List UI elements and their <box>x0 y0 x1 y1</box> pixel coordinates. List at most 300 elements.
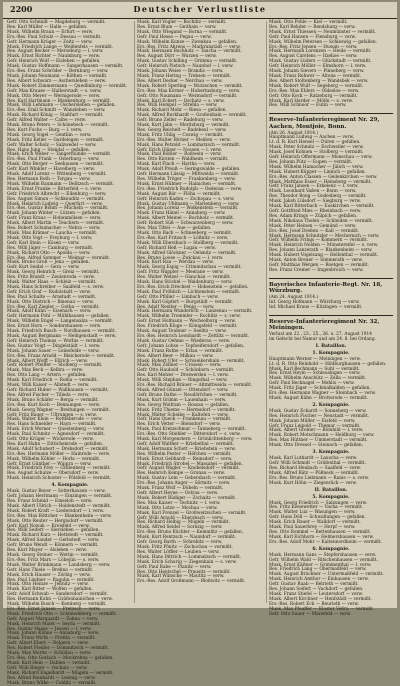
list-entry: Musk. Otto Vogt — Freyburg — l. verw. <box>7 235 93 241</box>
list-entry: Musk. Leonhard Vaßen — Bonn — verw. <box>269 189 357 195</box>
list-entry: Gefr. Albert Ebert — Belgern — verw. <box>7 641 89 647</box>
list-entry: Hauptmann Ludwig — Aachen — verw. <box>269 135 355 141</box>
list-entry: Musk. Max Beck — Kelbra — verw. <box>7 368 84 374</box>
list-entry: Res. Max Kaiser — Technitz — l. verw. <box>137 500 221 506</box>
list-entry: Res. Willi Seifert — Siersleben — gefallen. <box>7 528 100 534</box>
list-entry: Res. August Simon — Schkeuditz — vermißt. <box>7 196 105 202</box>
list-entry: Res. Franz Schmid — Emseloh — verw. <box>7 499 93 504</box>
list-entry: Ers.-Res. Alfred Sommer — Weimar — vermißt. <box>7 255 111 261</box>
list-entry: Musk. Peter Heinen — Gemünd — verw. <box>269 223 357 229</box>
list-entry: Musk. Erich Bauer — Walldorf — vermißt. <box>269 520 361 526</box>
list-entry: Musk. Bruno Peters — Schönebeck — vermißt. <box>7 123 109 129</box>
section-divider <box>269 315 393 316</box>
list-entry: Res. Wilhelm Tröger — Frankenberg — verw. <box>137 177 236 182</box>
list-entry: Ers.-Res. Fritz Marx — Löbejün — s. verw. <box>7 557 100 563</box>
list-entry: Musk. Hubert Küpper — Linnich — gefallen. <box>269 169 366 175</box>
list-entry: Musk. Albert Martin — Teuchern — vermißt. <box>7 221 105 227</box>
list-entry: Musk. Johann Neumann — Köthen — vermißt. <box>7 73 108 79</box>
list-entry: Musk. Robert Kraft — Liedersdorf — l. verw. <box>7 508 105 514</box>
list-entry: Gefr. Gustav Raab — Belrieth — vermißt. <box>269 582 359 588</box>
list-entry: Musk. Hermann Schnitzler — Mechernich — verw. <box>269 233 380 239</box>
list-entry: Res. Walter Löffler — Leuben — verw. <box>137 549 220 555</box>
list-entry: Res. Hans Schneider — Hayn — vermißt. <box>7 422 97 428</box>
list-entry: Res. Richard Heubach — Saalfeld — verw. <box>269 465 362 471</box>
list-entry: Musk. Gustav Lüders — Glückstadt — vermißt. <box>269 59 372 65</box>
list-entry: Musk. Georg Espig — Crimmitschau — vermißt. <box>137 265 242 271</box>
list-entry: Gefr. Wilhelm Wald — Ritschenhausen — vermißt. <box>269 557 378 563</box>
list-entry: Gefr. Otto Kock — Ratzeburg — vermißt. <box>269 93 358 99</box>
subsection-heading: 5. Kompagnie. <box>312 494 350 500</box>
list-entry: Lt. d. R. Otto Reinhold — Hildburghausen — gefallen. <box>269 361 387 367</box>
list-entry: Gefr. Heinrich Offermann — Monschau — verw. <box>269 155 373 161</box>
list-entry: Musk. Max Pfeuffer — Kloster Veßra — vermißt. <box>269 606 375 612</box>
list-entry: Ers.-Res. Adolf Mohr — Kaltennordheim — vermißt. <box>269 539 383 545</box>
list-entry: Musk. Richard Otto — Apolda — verw. <box>7 250 91 256</box>
list-entry: Res. Ernst Heym — Schleusingen — verw. <box>269 371 361 377</box>
list-entry: Musk. Johann Sievers — Pinneberg — verw. <box>269 69 365 75</box>
list-entry: Musk. Heinrich Ludwig — Querfurt — verw. <box>7 201 103 207</box>
list-entry: Musk. Johann Sauer — Leinefelde — verw. <box>7 348 100 354</box>
list-entry: Musk. Friedrich Frey — Grillenberg — vermißt. <box>7 466 111 472</box>
section-heading: Reserve-Infanterieregiment Nr. 32, Meiningen. <box>269 318 380 332</box>
list-entry: Res. Ernst Blum — Geithain — verw. <box>137 24 217 30</box>
list-entry: Musk. Karl Hein — Dahlen — vermißt. <box>7 660 91 666</box>
list-entry: Musk. Wilhelm Hamacher — Jülich — verw. <box>269 164 364 170</box>
list-entry: Musk. Karl Morgenstern — Grünlichtenberg — verw. <box>137 437 253 443</box>
list-entry: Res. Alfred Fischer — Tilleda — verw. <box>7 392 90 398</box>
list-entry: Res. Johann Seifert — Vachdorf — gefallen. <box>269 587 364 593</box>
list-entry: Gefr. August Wagler — Knobelsdorf — vermißt. <box>137 466 240 472</box>
list-entry: Res. Heinrich Kempe — Grunau — verw. <box>137 471 226 477</box>
list-entry: Gefr. Otto Krüger — Wickerode — verw. <box>7 437 95 443</box>
list-entry: Musk. Friedrich Otto — Schmiedeberg — vermißt. <box>7 611 117 617</box>
list-entry: Ers.-Res. Adolf Großmann — Bloßwitz — vermißt. <box>137 579 246 585</box>
list-entry: Musk. Friedrich Lange — Weißenfels — vermißt. <box>7 44 114 50</box>
list-entry: Musk. Hermann Schott — Kriebstein — verw. <box>137 446 236 452</box>
list-entry: Musk. Max Moritz — Schildau — verw. <box>7 651 92 657</box>
list-entry: Gefr. Paul Recknagel — Mehlis — verw. <box>269 381 355 387</box>
list-entry: Res. Fritz Brandt — Zeulenroda — verw. <box>7 275 96 281</box>
list-entry: Musk. Ernst Richter — Naumburg — verw. <box>7 54 101 60</box>
list-entry: Gefr. Ernst Hofmann — Wechselburg — verw. <box>137 319 237 325</box>
list-entry: Gefr. Hermann Lässig — Mittweida — vermißt. <box>137 172 240 178</box>
list-entry: Inf. Michael Kraus — Kitzingen — vermißt. <box>269 304 363 310</box>
list-entry: Res. Paul Lindner — Raguhn — vermißt. <box>7 577 96 583</box>
list-entry: Musk. Paul Sauerbrey — Herpf — verw. <box>269 525 356 531</box>
list-entry: Musk. Karl Friedrich — Roßla — vermißt. <box>7 378 98 384</box>
list-entry: Musk. Wilhelm Petersen — Schleswig — gefallen. <box>269 39 377 45</box>
list-entry: Res. Kurt Fuchs — Burg — l. verw. <box>7 127 83 133</box>
list-entry: Gefr. Heinrich Wolf — Eisleben — gefallen. <box>7 59 101 65</box>
list-entry: Musk. Richard Kurz — Hettstedt — vermißt. <box>7 533 104 539</box>
list-entry: Ers.-Res. Gustav Böhm — Mücheln — vermißt. <box>7 206 109 212</box>
list-entry: Res. Johann Lorenz — Wolkenstein — vermißt. <box>137 206 239 212</box>
list-entry: Musk. Gustav Oehme — Wiederau — verw. <box>137 338 231 344</box>
subsection-heading: 4. Kompagnie. <box>51 483 89 489</box>
list-entry: Gefr. Matthias Wergen — Roetgen — vermißt. <box>269 262 369 268</box>
list-entry: Musk. Karl Eichhorn — Helmershausen — verw. <box>269 534 374 540</box>
list-entry: Gefr. Heinrich Möller — Elmshorn — l. verw. <box>269 64 367 70</box>
list-entry: Res. Willi Hempel — Strehla — verw. <box>137 103 218 109</box>
list-entry: Musk. Robert Sperling — Mutzschen — vermißt. <box>137 83 243 89</box>
list-entry: Musk. Paul Kretzschmar — Tanneberg — vermißt. <box>137 427 247 433</box>
list-entry: Res. Paul Schulte — Arnstadt — vermißt. <box>7 294 97 300</box>
list-entry: Musk. Hermann Lorenzen — Heide — vermißt. <box>269 49 372 55</box>
list-entry: Gefr. Otto Pfüller — Limbach — verw. <box>137 294 219 300</box>
list-entry: Res. Hermann Kuhn — Gräfenhainichen — verw. <box>7 597 113 603</box>
list-entry: Res. Max Tittel — Aue — gefallen. <box>137 226 212 232</box>
list-entry: Musk. Hubert Vogelsang — Hellenthal — vermißt. <box>269 253 379 259</box>
list-entry: Musk. Gustav Schilling — Grimma — vermißt. <box>137 59 238 65</box>
list-entry: Musk. Willi Stephan — Ringethal — verw. <box>137 378 228 384</box>
list-entry: Res. Johann Lanzerath — Blankenheim — verw. <box>269 248 373 254</box>
list-entry: Musk. Johann Müller — Eisfeld — verw. <box>269 418 356 424</box>
list-entry: Musk. Georg Wagner — Breitungen — vermißt. <box>7 407 111 413</box>
list-entry: Ers.-Res. Ernst Jansen — Pretzsch — verw. <box>7 606 101 612</box>
column-rule <box>134 21 135 603</box>
list-entry: Musk. Otto Heinze — Jeßnitz — verw. <box>7 582 89 588</box>
list-entry: Musk. August Kühn — Brotterode — vermißt. <box>269 395 369 401</box>
list-entry: Musk. Alfred Bätz — Pößneck — vermißt. <box>269 470 360 476</box>
list-entry: Musk. Erich Hauser — Zörbig — verw. <box>7 572 91 578</box>
list-entry: Ers.-Res. Paul Frank — Osterburg — verw. <box>7 157 100 163</box>
list-entry: Musk. Hans Stöckel — Waldenburg — verw. <box>137 280 233 286</box>
list-entry: Musk. Alfred Seidel — Sornzig — verw. <box>137 525 223 531</box>
page-number: 2200 <box>10 4 33 14</box>
list-entry: Musk. Albert Wolff — Ellrich — verw. <box>7 358 88 364</box>
subsection-heading: 3. Kompagnie. <box>312 450 350 456</box>
list-entry: Musk. Gustav Lein — Gebersbach — vermißt. <box>137 476 237 482</box>
list-entry: Musk. Heinrich Amthor — Einhausen — verw. <box>269 577 369 583</box>
list-entry: Musk. Otto Dressel — Steinach — gefallen. <box>269 443 364 449</box>
list-entry: Musk. Kurt Rentzsch — Naundorf — vermißt. <box>137 535 236 541</box>
list-entry: Res. Heinrich Fischer — Neustadt — vermißt. <box>269 413 369 419</box>
list-entry: Ers.-Res. Johann Anger — Sörmitz — verw. <box>137 481 231 487</box>
list-entry: Musk. Adolf Preuß — Geringswalde — gefallen. <box>137 167 241 173</box>
list-entry: Gefr. Karl Stein — Kösen — verw. <box>7 240 80 246</box>
list-entry: Musk. Adolf Kühn — Eisenach — verw. <box>7 309 92 315</box>
list-entry: Gefr. Bruno Dathe — Neudörfchen — vermißt. <box>137 392 238 398</box>
list-entry: (Am 26. August 1914.) <box>269 130 319 136</box>
list-entry: Musk. Wilhelm Köhler — Horla — vermißt. <box>7 456 101 462</box>
list-entry: Gefr. Johann Lohse — Topfseifersdorf — gefallen. <box>137 343 245 349</box>
list-entry: Res. Kurt Mayer — Alsleben — verw. <box>7 548 88 554</box>
list-entry: Ers.-Res. Bruno Küchler — Kemmlitz — gefallen. <box>137 530 244 536</box>
list-entry: Musk. Georg Steiner — Wettin — vermißt. <box>7 552 100 558</box>
list-entry: Res. Robert Schumacher — Nebra — verw. <box>7 226 101 232</box>
list-entry: Musk. Gustav Beyer — Sotterhausen — verw. <box>7 489 106 495</box>
list-entry: Ers.-Res. Bruno Liebmann — Ranis — s. verw. <box>269 475 370 481</box>
list-entry: Ers.-Res. Max Böttcher — Blankenheim — verw. <box>7 513 112 519</box>
list-entry: Musk. Gustav Uhlmann — Marienberg — verw. <box>137 201 240 207</box>
list-entry: Musk. Alfred Sander — Gerbstedt — verw. <box>7 538 100 544</box>
list-entry: Musk. Johann Kühne — Annaburg — verw. <box>7 631 100 637</box>
list-entry: Musk. Albert Greiner — Römhild — l. verw. <box>269 428 364 434</box>
list-entry: Gefr. Otto Schmidt — Magdeburg — vermißt. <box>7 20 106 25</box>
list-entry: Ers.-Res. Max Ehlers — Oldesloe — verw. <box>269 88 360 94</box>
list-entry: Musk. Willi Ebersbach — Stollberg — vermißt. <box>137 240 239 246</box>
list-entry: Musk. Matthias Esser — Heinsberg — vermißt. <box>269 179 372 185</box>
list-entry: Musk. Hans Dittrich — Lommatzsch — vermißt. <box>137 554 242 560</box>
list-entry: Res. Otto Lang — Artern — gefallen. <box>7 373 87 379</box>
list-entry: Res. Willi Jäger — Camburg — vermißt. <box>7 245 94 251</box>
list-entry: Gefr. Franz Leipold — Themar — vermißt. <box>269 423 361 429</box>
list-entry: Res. Hermann Roth — Torgau — verw. <box>7 177 91 182</box>
list-entry: Musk. Willi Lehmann — Oschersleben — gefallen. <box>7 103 116 109</box>
list-entry: Musk. Heinrich Maier — Seyda — vermißt. <box>7 621 101 627</box>
list-entry: Res. Fritz Kiesewetter — Vacha — vermißt. <box>269 505 364 511</box>
list-entry: Res. August Dörr — Wurzen — verw. <box>137 54 217 60</box>
page-title: Deutscher Verlustliste <box>133 4 267 14</box>
list-entry: Gefr. August Marquardt — Zahna — verw. <box>7 616 99 622</box>
list-entry: Gefr. Erich Graf — Rudolstadt — verw. <box>7 289 91 295</box>
list-entry: Musk. Otto Dietrich — Ilmenau — verw. <box>7 299 94 305</box>
list-entry: Musk. Kurt Jahn — Moritzburg — vermißt. <box>137 123 230 129</box>
list-entry: Gefr. Heinrich Pietsch — Naunhof — l. verw. <box>137 64 234 70</box>
list-entry: Musk. Karl Flach — Hartha — verw. <box>137 162 216 168</box>
list-entry: Musk. Karl Harder — Mölln — s. verw. <box>269 98 354 104</box>
list-entry: Musk. Johann Winter — Lützen — gefallen. <box>7 211 101 217</box>
list-entry: Musk. August Bergmann — Heiligenstadt — verw. <box>7 334 117 339</box>
list-entry: Gefr. Richard Huber — Wallhausen — vermißt. <box>7 387 109 393</box>
list-entry: Gefr. Willi Rieger — Oschatz — verw. <box>7 665 88 671</box>
list-entry: Musk. Paul Schmitz — Agnesdorf — vermißt. <box>7 432 105 438</box>
list-entry: Musk. Ernst Thiessen — Neumünster — vermißt. <box>269 29 376 35</box>
list-entry: Musk. Franz Wirth — Prettin — vermißt. <box>7 636 96 642</box>
list-entry: Res. Alfred Reinhardt — Leisnig — verw. <box>7 675 96 681</box>
list-entry: Ers.-Res. Karl Ziegler — Gotha — vermißt. <box>7 304 100 310</box>
list-entry: Musk. Karl Frenzel — Großweitzschen — vermißt. <box>137 510 247 516</box>
list-entry: Musk. Ernst Franke — Bitterfeld — s. verw. <box>7 186 102 192</box>
list-entry: Musk. Ernst Hübner — Hainichen — vermißt. <box>137 181 237 187</box>
list-entry: Musk. Otto Pohle — Kiel — vermißt. <box>269 20 348 25</box>
list-entry: Res. Theodor Bong — Godesberg — vermißt. <box>269 194 367 200</box>
list-entry: Gefr. Gottfried Mies — Rheinbach — verw. <box>269 209 362 214</box>
list-entry: Res. Georg Reichelt — Radebeul — verw. <box>137 127 227 133</box>
list-entry: Musk. Josef Kohnen — Stolberg — vermißt. <box>269 150 364 156</box>
list-entry: Musk. Otto Bach — Schneeberg — vermißt. <box>137 230 233 236</box>
list-entry: Res. Albert Decker — Nerchau — verw. <box>137 78 223 84</box>
list-entry: Musk. Willi Kaiser — Allstedt — verw. <box>7 383 90 389</box>
list-entry: Res. Gustav Haase — Jessen — l. verw. <box>7 626 92 632</box>
list-entry: Musk. Erich Weber — Tangermünde — vermißt. <box>7 152 112 158</box>
list-entry: Res. Karl Rehder — Rendsburg — verw. <box>269 24 356 30</box>
list-entry: Musk. Franz Hänel — Annaberg — verw. <box>137 211 226 217</box>
list-entry: Musk. Hermann Wunderlich — Lunzenau — vermißt. <box>137 309 253 315</box>
list-entry: Gefr. Richard Heß — Lugau — verw. <box>137 245 216 251</box>
list-entry: Ers.-Res. Fritz Jensen — Husum — verw. <box>269 44 358 50</box>
list-entry: Ers.-Res. Kurt Koch — Bennungen — verw. <box>7 402 101 408</box>
list-entry: Musk. Fritz Pönitz — Zschochau — vermißt. <box>137 544 233 550</box>
list-entry: Musk. Hans Petzold — Lommatzsch — vermißt. <box>137 142 241 148</box>
list-entry: Musk. Gustav Hoffmann — Sangerhausen — vermißt. <box>7 64 124 70</box>
list-entry: Res. Karl Melzer — Dreiwerden — l. verw. <box>137 373 229 379</box>
list-entry: Musk. Robert Wulf — Segeberg — vermißt. <box>269 83 364 89</box>
list-entry: Gefr. Adolf Walther — Kriebethal — vermißt. <box>137 441 235 447</box>
list-entry: Gefr. Heinrich Thomas — Worbis — vermißt. <box>7 338 104 344</box>
list-entry: Musk. August Bär — Flöha — vermißt. <box>137 191 221 197</box>
list-entry: Res. Wilhelm Pester — Höfchen — vermißt. <box>137 451 232 457</box>
section-heading: Bayerisches Infanterie-Regt. Nr. 18, Würzburg. <box>269 281 383 295</box>
list-entry: Musk. Peter Schmitz — Eschweiler — verw. <box>269 145 364 151</box>
column-rule <box>266 21 267 603</box>
list-entry: Musk. Robert Rüdiger — Zschaitz — vermißt. <box>137 495 237 501</box>
list-entry: Gefr. Robert Süß — Schwarzenberg — verw. <box>137 221 234 227</box>
subsection-heading: 2. Kompagnie. <box>312 402 350 408</box>
list-entry: Res. Otto Hentschel — Prausitz — vermißt. <box>137 569 232 575</box>
list-entry: Musk. August Teubner — Seelitz — verw. <box>137 329 227 335</box>
list-entry: Gefr. Robert Pfeiffer — Stolberg — vermißt. <box>7 363 103 369</box>
list-entry: Gefr. Otto Sauer — Marisfeld — verw. <box>269 611 352 617</box>
list-entry: Gefr. Heinrich Kaden — Zschopau — s. verw. <box>137 196 235 202</box>
list-entry: Musk. Erich Schurig — Ziegenhain — s. verw. <box>137 559 237 565</box>
list-entry: Musk. Hans Schreiber — Saalfeld — s. verw. <box>7 284 105 290</box>
list-entry: Musk. Alfred Burkhardt — Großenhain — vermißt. <box>137 113 248 119</box>
list-entry: Musk. Ernst Gebhardt — Reinsdorf — verw. <box>137 456 233 462</box>
list-entry: Gefr. Albert Heyne — Ostrau — verw. <box>137 491 219 496</box>
list-entry: Musk. Hermann Gans — Stepfershausen — verw. <box>269 552 377 558</box>
list-entry: Musk. Richard Mohr — Riesa — gefallen. <box>137 108 227 114</box>
list-entry: Musk. Georg Friedrich — Salzungen — verw. <box>269 500 368 506</box>
list-entry: Musk. Franz Rohwer — Altona — vermißt. <box>269 73 362 79</box>
list-entry: Res. Max Hüttner — Ummerstadt — vermißt. <box>269 438 368 444</box>
list-entry: Res. Albert Beer — Milkau — verw. <box>137 353 214 359</box>
list-entry: Musk. Paul Fröhlich — Lichtenstein — vermißt. <box>137 289 241 295</box>
subsection-heading: II. Bataillon. <box>314 487 348 493</box>
list-entry: Gefr. Franz Kraus — Hohenmölsen — verw. <box>7 216 102 222</box>
list-entry: Ers.-Res. Hermann Wagner — Steinbach — verw. <box>269 391 376 397</box>
list-entry: Ers.-Res. Otto Gerlach — Mockrehna — gefallen. <box>7 656 114 661</box>
list-entry: Ers.-Res. Robert Eck — Reurieth — verw. <box>269 601 359 607</box>
list-entry: Musk. Adolf Schubert — Drebsdorf — vermißt. <box>7 446 109 452</box>
list-entry: Musk. Otto Berger — Seehausen — vermißt. <box>7 162 104 168</box>
list-entry: Musk. Hermann Buchholz — Taucha — vermißt. <box>137 49 242 55</box>
list-entry: Gefr. Hermann Pohl — Mühlhausen — gefallen. <box>7 314 111 320</box>
list-entry: Musk. Jakob Lülsdorf — Siegburg — verw. <box>269 199 362 205</box>
list-entry: Res. Robert Fiedler — Dommitzsch — vermißt. <box>7 646 110 652</box>
list-entry: Musk. Heinrich Nolden — Münstereifel — s. verw. <box>269 243 379 249</box>
list-entry: Res. Otto Rommel — Bettenhausen — vermißt. <box>269 529 372 535</box>
list-entry: Res. Adolf Nestler — Penig — verw. <box>137 304 215 310</box>
list-entry: Res. Ernst Horn — Sondershausen — verw. <box>7 324 102 330</box>
list-entry: Gefr. Paul Hesse — Pegau — verw. <box>137 34 212 40</box>
list-entry: Musk. Walter Lux — Wasungen — verw. <box>269 510 356 516</box>
list-entry: Musk. Albert Ullrich — Holdenstedt — vermißt. <box>7 503 111 509</box>
list-entry: Gefr. Hans Döll — Schwallungen — gefallen. <box>269 515 366 521</box>
list-entry: Musk. Wilhelm Trommler — Rochlitz — s. verw. <box>137 314 241 320</box>
list-entry: Res. Walter Wetzel — Glauchau — vermißt. <box>137 275 232 281</box>
list-entry: Res. August Becker — Merseburg — l. verw. <box>7 49 104 55</box>
list-entry: Gefr. Max Krause — Halberstadt — s. verw. <box>7 88 102 94</box>
list-entry: Ers.-Res. Walter Börner — Meißen — verw. <box>137 137 231 143</box>
list-entry: Musk. Bruno Schäfer — Berga — vermißt. <box>7 397 99 403</box>
list-entry: Musk. Franz Rothe — Erlau — vermißt. <box>137 348 223 354</box>
list-entry: Res. Otto Kirsten — Waldheim — vermißt. <box>137 157 229 163</box>
list-entry: Musk. Bruno Groß — Jena — gefallen. <box>7 260 90 266</box>
list-entry: Res. Franz Cremer — Imgenbroich — verw. <box>269 267 364 273</box>
list-entry: Gefr. Fritz Bauer — Uftrungen — s. verw. <box>7 412 97 418</box>
list-entry: Gefr. Walter Scholz — Salzwedel — verw. <box>7 142 97 148</box>
list-entry: Musk. Karl Vogler — Rochlitz — vermißt. <box>137 20 227 25</box>
list-entry: Res. Friedrich Lang — Obermaßfeld — verw. <box>269 567 367 573</box>
list-entry: Gefr. Fritz Wappler — Meerane — verw. <box>137 270 224 276</box>
list-entry: Musk. Robert Zimmermann — Quedlinburg — vermißt. <box>7 83 128 89</box>
list-entry: Musk. Otto Meyer — Wernigerode — verw. <box>7 93 101 99</box>
list-entry: Musk. Alfred Günzel — Ottendorf — verw. <box>137 387 229 393</box>
list-entry: Musk. Georg Heinrich — Greiz — vermißt. <box>7 270 100 276</box>
list-entry: Musk. Fritz Keller — Gardelegen — vermißt. <box>7 137 105 143</box>
list-entry: Musk. Karl Ritter — Wolfen — gefallen. <box>7 587 93 593</box>
list-entry: Musk. Otto Reuter — Hergisdorf — vermißt. <box>7 518 104 524</box>
list-entry: Musk. Wilhelm Anschütz — Zella — vermißt. <box>269 376 367 382</box>
list-entry: Res. Richard Helbig — Mügeln — vermißt. <box>137 520 230 526</box>
list-entry: Musk. Max Zöllner — Crossen — verw. <box>137 363 222 369</box>
list-entry: Res. Hans Jung — Stendal — gefallen. <box>7 147 90 153</box>
list-entry: Verlust am 22., 23., 25., 26. u. 27. August 1914 <box>269 331 372 337</box>
list-entry: Musk. Fritz Uhlig — Coswig — vermißt. <box>137 132 224 138</box>
list-entry: Gefr. Karl Winkler — Havelberg — verw. <box>7 167 95 173</box>
list-entry: Res. Erich Vetter — Biensdorf — verw. <box>137 422 221 428</box>
list-entry: Res. Karl Hahn — Dittichenrode — gefallen. <box>7 441 104 447</box>
list-entry: Musk. Walter Brinkmann — Landsberg — verw. <box>7 562 111 568</box>
list-entry: Lt. d. R. Kurt Hensel — Düren — gefallen. <box>269 140 361 146</box>
list-entry: Res. August Schulze — Obersdorf — verw. <box>7 471 100 477</box>
list-entry: Gefr. Otto Naumann — Wermsdorf — vermißt. <box>137 93 238 99</box>
newspaper-page <box>3 2 397 686</box>
subsection-heading: 6. Kompagnie. <box>312 546 350 552</box>
list-entry: Gefr. Georg Barth — Schrebitz — verw. <box>137 540 223 546</box>
list-entry: Ers.-Res. Max Körner — Hubertusburg — verw. <box>137 88 241 94</box>
list-entry: Musk. Karl Wünsche — Mautitz — verw. <box>137 574 225 580</box>
list-entry: Musk. Otto Lotze — Mochau — verw. <box>137 505 218 511</box>
list-entry: Musk. Walter Haas — Schleiz — vermißt. <box>7 280 97 286</box>
list-entry: Musk. Heinrich Schuster — Pölsfeld — vermißt. <box>7 476 112 482</box>
list-entry: Gefr. Paul Hansen — Flensburg — verw. <box>269 34 357 40</box>
list-entry: Ers.-Res. Emil Schmitt — Wanzleben — verw. <box>7 108 106 114</box>
list-entry: Musk. Fritz Thieme — Hermsdorf — vermißt. <box>137 407 236 413</box>
list-entry: Musk. Nikolaus Thelen — Schleiden — vermißt. <box>269 218 374 224</box>
list-entry: Res. Karl Müller — Halle — gefallen. <box>7 24 88 30</box>
list-entry: Res. Friedrich Kluge — Königsfeld — vermißt. <box>137 324 238 330</box>
column-3 <box>269 20 393 617</box>
list-entry: Gefr. Erich Gläser — Nossen — l. verw. <box>137 147 222 153</box>
list-entry: Musk. Karl Bechmann — Suhl — vermißt. <box>269 366 360 372</box>
list-entry: Ers.-Res. Fritz Ahrens — Markranstädt — verw. <box>137 44 241 50</box>
list-entry: Gefr. Willi Arnold — Ebersbach — verw. <box>137 515 224 521</box>
list-entry: Musk. Wilhelm Braun — Erfurt — verw. <box>7 29 94 35</box>
list-entry: Hauptmann Werner — Meiningen — verw. <box>269 356 362 362</box>
list-entry: Res. Albert Stoltenberg — Wandsbek — verw. <box>269 78 369 84</box>
list-entry: Musk. Wilhelm Baumann — Delitzsch — vermißt. <box>7 181 115 187</box>
list-entry: Res. Albert Schwarz — Aschersleben — verw. <box>7 78 107 84</box>
list-entry: Gefr. Ernst Günther — Wippra — verw. <box>7 461 92 467</box>
list-entry: Gefr. Johann Herrmann — Einzingen — vermißt. <box>7 494 113 500</box>
list-entry: Res. Bruno Loose — Zwickau — l. verw. <box>137 255 224 261</box>
list-entry: Gefr. Bruno Wendt — Könnern — vermißt. <box>7 543 99 549</box>
list-entry: Gefr. Alfred Walter — Calbe — verw. <box>7 118 87 124</box>
list-entry: Musk. Albert Kirchner — Henfstädt — vermißt. <box>269 596 372 602</box>
list-entry: Musk. Karl Ritterbach — Euskirchen — vermißt. <box>269 204 375 210</box>
list-entry: Ers.-Res. Paul Schulz — Dessau — vermißt. <box>7 34 102 40</box>
list-entry: Musk. Georg Vogel — Genthin — verw. <box>7 132 92 138</box>
section-heading: Reserve-Infanterieregiment Nr. 29, Aachen, Montjoie, Bonn. <box>269 117 380 130</box>
list-entry: Musk. Karl Eckert — Oschatz — s. verw. <box>137 98 225 104</box>
list-entry: Res. Karl Hartmann — Blankenburg — vermißt. <box>7 98 112 104</box>
list-entry: Gefr. Friedrich Albrecht — Eilenburg — verw. <box>7 191 107 197</box>
list-entry: Ers.-Res. Hermann Möller — Hainrode — verw. <box>7 451 111 457</box>
list-entry: Musk. Otto Wiegand — Borna — vermißt. <box>137 29 228 35</box>
list-entry: Musk. Karl Göpfert — Burgstädt — vermißt. <box>137 299 234 305</box>
